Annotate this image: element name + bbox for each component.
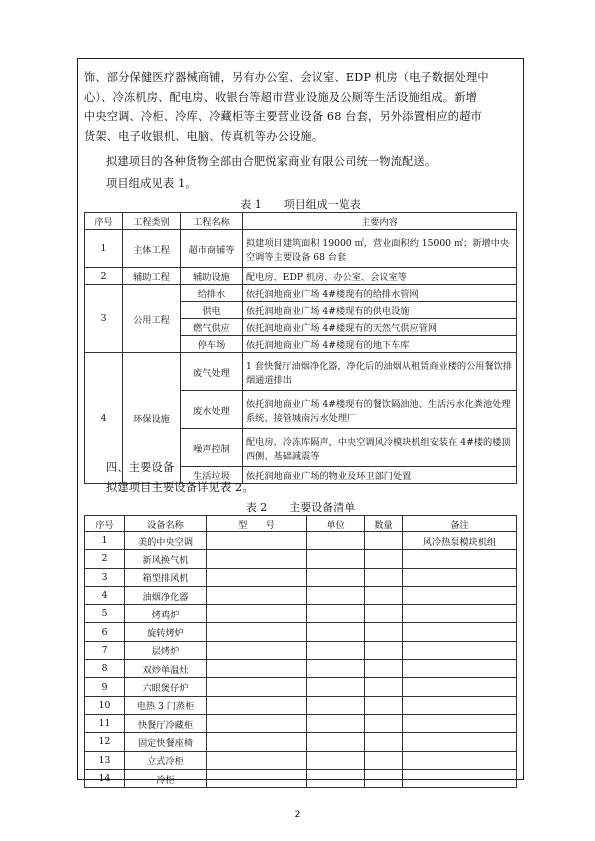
equipment-name-cell: 新风换气机	[125, 550, 207, 568]
unit-cell	[307, 586, 365, 604]
name-cell: 供电	[181, 302, 243, 319]
equipment-name-cell: 旋转烤炉	[125, 623, 207, 641]
intro-line: 中央空调、冷柜、冷库、冷藏柜等主要营业设备 68 台套，另外添置相应的超市	[84, 110, 482, 123]
equipment-name-cell: 双炒单温灶	[125, 660, 207, 678]
equipment-name-cell: 冷柜	[125, 769, 207, 787]
table-row	[85, 733, 517, 751]
row-number: 1	[85, 230, 123, 268]
note-cell	[403, 623, 517, 641]
equipment-name-cell: 油烟净化器	[125, 586, 207, 604]
row-number: 11	[85, 714, 125, 732]
header-cell: 设备名称	[125, 516, 207, 532]
quantity-cell	[365, 769, 403, 787]
quantity-cell	[365, 678, 403, 696]
quantity-cell	[365, 641, 403, 659]
row-number: 13	[85, 751, 125, 769]
table-row	[85, 769, 517, 787]
model-cell	[207, 641, 307, 659]
quantity-cell	[365, 733, 403, 751]
note-cell	[403, 586, 517, 604]
model-cell	[207, 660, 307, 678]
unit-cell	[307, 714, 365, 732]
row-number: 1	[85, 532, 125, 550]
content-cell: 依托润地商业广场 4#楼现有的天然气供应管网	[243, 319, 517, 336]
logistics-paragraph: 拟建项目的各种货物全部由合肥悦家商业有限公司统一物流配送。	[106, 155, 437, 168]
table-row	[85, 714, 517, 732]
row-number: 5	[85, 605, 125, 623]
quantity-cell	[365, 623, 403, 641]
table-row	[85, 678, 517, 696]
table-row	[85, 623, 517, 641]
quantity-cell	[365, 660, 403, 678]
row-number: 4	[85, 586, 125, 604]
unit-cell	[307, 641, 365, 659]
row-number: 3	[85, 568, 125, 586]
section-title: 四、主要设备	[106, 461, 175, 474]
quantity-cell	[365, 696, 403, 714]
header-cell: 序号	[85, 516, 125, 532]
note-cell	[403, 605, 517, 623]
equipment-name-cell: 六眼煲仔炉	[125, 678, 207, 696]
row-number: 3	[85, 285, 123, 353]
intro-line: 货架、电子收银机、电脑、传真机等办公设施。	[84, 129, 324, 143]
content-cell: 依托润地商业广场的物业及环卫部门处置	[243, 467, 517, 484]
row-number: 12	[85, 733, 125, 751]
model-cell	[207, 623, 307, 641]
name-cell: 燃气供应	[181, 319, 243, 336]
page-number: 2	[294, 810, 301, 820]
model-cell	[207, 751, 307, 769]
name-cell: 超市商铺等	[181, 230, 243, 268]
content-cell: 拟建项目建筑面积 19000 ㎡，营业面积约 15000 ㎡；新增中央空调等主要设备 68 台套	[243, 230, 517, 268]
model-cell	[207, 605, 307, 623]
table-row	[85, 696, 517, 714]
model-cell	[207, 678, 307, 696]
note-cell	[403, 769, 517, 787]
table-row	[85, 641, 517, 659]
name-cell: 生活垃圾	[181, 467, 243, 484]
header-cell: 工程名称	[181, 213, 243, 230]
category-cell: 主体工程	[123, 230, 181, 268]
content-cell: 依托润地商业广场 4#楼现有的餐饮隔油池、生活污水化粪池处理系统、接管城南污水处理厂	[243, 391, 517, 429]
name-cell: 辅助设施	[181, 268, 243, 285]
table-row	[85, 532, 517, 550]
table-row	[85, 268, 517, 285]
name-cell: 噪声控制	[181, 429, 243, 467]
table1-reference: 项目组成见表 1。	[106, 177, 197, 190]
header-cell: 单位	[307, 516, 365, 532]
note-cell	[403, 568, 517, 586]
name-cell: 给排水	[181, 285, 243, 302]
equipment-name-cell: 快餐厅冷藏柜	[125, 714, 207, 732]
header-cell: 序号	[85, 213, 123, 230]
name-cell: 废水处理	[181, 391, 243, 429]
content-cell: 1 套快餐厅油烟净化器，净化后的油烟从租赁商业楼的公用餐饮排烟通道排出	[243, 353, 517, 391]
project-composition-table	[84, 212, 517, 484]
note-cell	[403, 733, 517, 751]
content-cell: 依托润地商业广场 4#楼现有的供电设施	[243, 302, 517, 319]
equipment-name-cell: 层烤炉	[125, 641, 207, 659]
table1-caption: 表 1 项目组成一览表	[240, 198, 361, 211]
header-cell: 工程类别	[123, 213, 181, 230]
note-cell	[403, 751, 517, 769]
quantity-cell	[365, 605, 403, 623]
row-number: 10	[85, 696, 125, 714]
unit-cell	[307, 696, 365, 714]
unit-cell	[307, 751, 365, 769]
model-cell	[207, 733, 307, 751]
note-cell	[403, 714, 517, 732]
equipment-name-cell: 立式冷柜	[125, 751, 207, 769]
table-row	[85, 568, 517, 586]
table-row	[85, 353, 517, 391]
model-cell	[207, 696, 307, 714]
model-cell	[207, 568, 307, 586]
content-cell: 配电房、冷冻库隔声，中央空调风冷模块机组安装在 4#楼的楼顶西侧、基础减震等	[243, 429, 517, 467]
row-number: 7	[85, 641, 125, 659]
category-cell: 辅助工程	[123, 268, 181, 285]
unit-cell	[307, 568, 365, 586]
note-cell	[403, 696, 517, 714]
table-row	[85, 285, 517, 302]
unit-cell	[307, 733, 365, 751]
quantity-cell	[365, 568, 403, 586]
row-number: 4	[85, 353, 123, 484]
header-cell: 数量	[365, 516, 403, 532]
name-cell: 废气处理	[181, 353, 243, 391]
note-cell	[403, 641, 517, 659]
category-cell: 公用工程	[123, 285, 181, 353]
content-cell: 配电房、EDP 机房、办公室、会议室等	[243, 268, 517, 285]
quantity-cell	[365, 714, 403, 732]
row-number: 8	[85, 660, 125, 678]
row-number: 14	[85, 769, 125, 787]
unit-cell	[307, 605, 365, 623]
content-cell: 依托润地商业广场 4#楼现有的地下车库	[243, 336, 517, 353]
model-cell	[207, 714, 307, 732]
header-cell: 主要内容	[243, 213, 517, 230]
equipment-name-cell: 烤鸡炉	[125, 605, 207, 623]
intro-line: 饰、部分保健医疗器械商铺，另有办公室、会议室、EDP 机房（电子数据处理中	[84, 71, 489, 84]
table-row	[85, 586, 517, 604]
unit-cell	[307, 623, 365, 641]
table-row	[85, 605, 517, 623]
table2-reference: 拟建项目主要设备详见表 2。	[106, 481, 254, 494]
quantity-cell	[365, 550, 403, 568]
quantity-cell	[365, 586, 403, 604]
header-cell: 型 号	[207, 516, 307, 532]
intro-line: 心）、冷冻机房、配电房、收银台等超市营业设施及公厕等生活设施组成。新增	[84, 90, 477, 104]
model-cell	[207, 586, 307, 604]
row-number: 9	[85, 678, 125, 696]
note-cell	[403, 550, 517, 568]
unit-cell	[307, 550, 365, 568]
header-cell: 备注	[403, 516, 517, 532]
equipment-table-body	[85, 532, 517, 788]
equipment-name-cell: 箱型排风机	[125, 568, 207, 586]
model-cell	[207, 550, 307, 568]
intro-paragraph	[84, 68, 516, 146]
table-header-row	[85, 516, 517, 532]
equipment-name-cell: 固定快餐座椅	[125, 733, 207, 751]
table-row	[85, 751, 517, 769]
equipment-name-cell: 美的中央空调	[125, 532, 207, 550]
table-row	[85, 230, 517, 268]
content-cell: 依托润地商业广场 4#楼现有的给排水管网	[243, 285, 517, 302]
note-cell	[403, 660, 517, 678]
row-number: 2	[85, 550, 125, 568]
unit-cell	[307, 660, 365, 678]
category-cell: 环保设施	[123, 353, 181, 484]
note-cell: 风冷热泵模块机组	[403, 532, 517, 550]
quantity-cell	[365, 751, 403, 769]
table-row	[85, 550, 517, 568]
equipment-table	[84, 515, 517, 788]
table2-caption: 表 2 主要设备清单	[245, 501, 356, 514]
unit-cell	[307, 769, 365, 787]
model-cell	[207, 532, 307, 550]
note-cell	[403, 678, 517, 696]
row-number: 6	[85, 623, 125, 641]
row-number: 2	[85, 268, 123, 285]
model-cell	[207, 769, 307, 787]
equipment-name-cell: 电热 3 门蒸柜	[125, 696, 207, 714]
unit-cell	[307, 532, 365, 550]
quantity-cell	[365, 532, 403, 550]
unit-cell	[307, 678, 365, 696]
table-row	[85, 660, 517, 678]
table-header-row	[85, 213, 517, 230]
name-cell: 停车场	[181, 336, 243, 353]
